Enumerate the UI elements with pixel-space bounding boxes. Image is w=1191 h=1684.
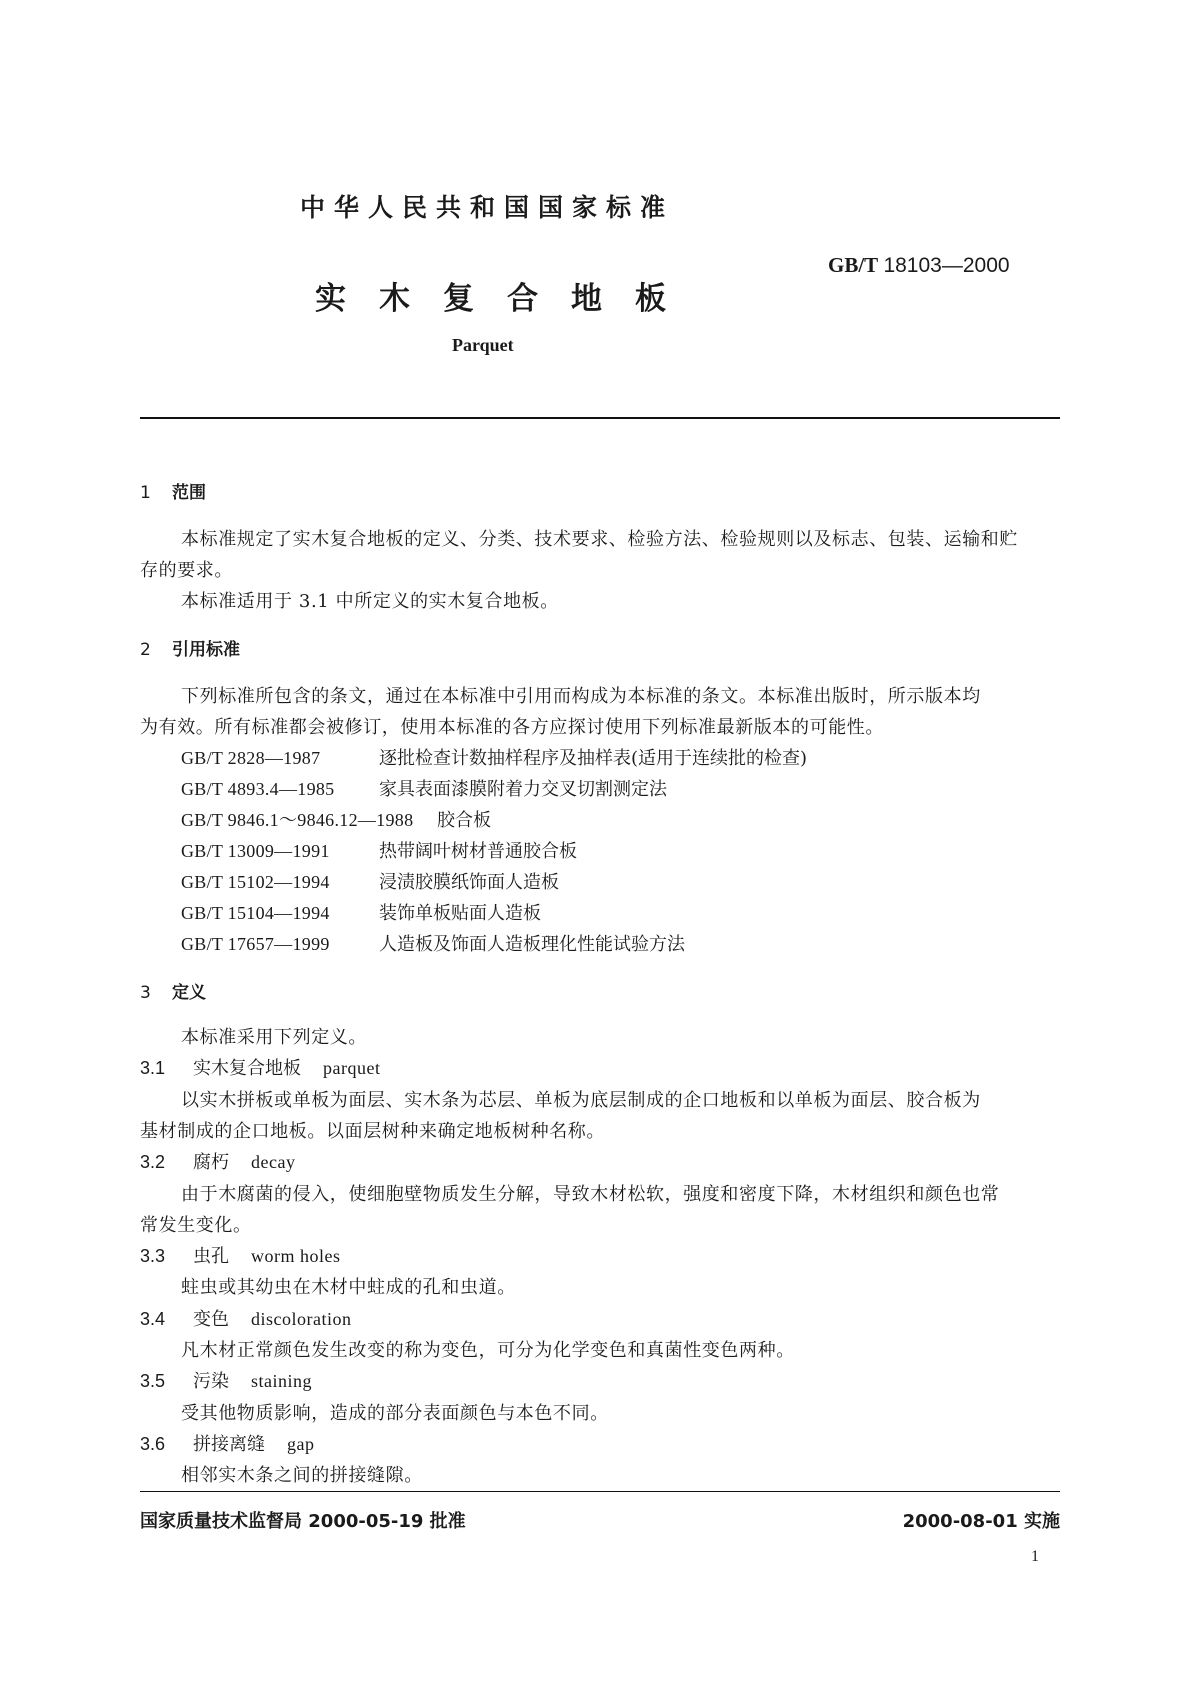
section-title: 引用标准 [172,640,240,660]
approval-date: 国家质量技术监督局 2000-05-19 批准 [140,1511,466,1532]
section-number: 1 [140,483,151,503]
paragraph-line: 存的要求。 [140,560,233,581]
section-title: 范围 [172,483,206,503]
term-heading [140,1242,341,1268]
reference-code: GB/T 15102—1994 [181,872,330,892]
section-heading-definitions [140,978,206,1003]
term-heading [140,1367,312,1393]
standard-prefix: GB/T [828,253,879,277]
term-definition: 常发生变化。 [140,1215,252,1236]
term-definition: 基材制成的企口地板。以面层树种来确定地板树种名称。 [140,1121,605,1142]
implementation-date: 2000-08-01 实施 [902,1511,1060,1532]
standard-code: 18103—2000 [883,254,1010,277]
section-heading-normative-references [140,635,240,660]
paragraph-line: 下列标准所包含的条文，通过在本标准中引用而构成为本标准的条文。本标准出版时，所示版本均 [181,686,981,707]
term-en: staining [251,1371,312,1391]
document-title-english: Parquet [452,335,514,355]
section-number: 3 [140,983,151,1003]
term-cn: 腐朽 [193,1152,229,1173]
reference-item [181,837,577,863]
term-definition: 以实木拼板或单板为面层、实木条为芯层、单板为底层制成的企口地板和以单板为面层、胶合板为 [181,1090,981,1111]
term-number: 3.6 [140,1434,166,1454]
reference-name: 胶合板 [437,810,491,831]
term-cn: 拼接离缝 [193,1434,265,1455]
reference-item [181,930,685,956]
term-definition: 受其他物质影响，造成的部分表面颜色与本色不同。 [181,1403,609,1424]
reference-item [181,899,541,925]
reference-item [181,806,491,832]
reference-code: GB/T 13009—1991 [181,841,330,861]
reference-code: GB/T 9846.1～9846.12—1988 [181,810,414,830]
term-en: discoloration [251,1309,352,1329]
term-heading [140,1148,295,1174]
reference-code: GB/T 15104—1994 [181,903,330,923]
page-number: 1 [1031,1548,1039,1565]
term-number: 3.2 [140,1152,166,1172]
term-cn: 变色 [193,1309,229,1330]
term-cn: 污染 [193,1371,229,1392]
footer-divider [140,1491,1060,1492]
term-en: decay [251,1152,296,1172]
reference-item [181,868,559,894]
term-en: worm holes [251,1246,341,1266]
term-en: gap [287,1434,315,1454]
standard-number [828,253,1010,278]
reference-name: 热带阔叶树材普通胶合板 [379,841,577,862]
term-heading [140,1430,315,1456]
term-heading [140,1305,351,1331]
reference-code: GB/T 2828—1987 [181,748,321,768]
term-definition: 凡木材正常颜色发生改变的称为变色，可分为化学变色和真菌性变色两种。 [181,1340,795,1361]
term-number: 3.3 [140,1246,166,1266]
term-cn: 实木复合地板 [193,1058,301,1079]
paragraph-line: 本标准适用于 3.1 中所定义的实木复合地板。 [181,591,559,612]
national-standard-heading: 中华人民共和国国家标准 [300,193,675,222]
term-cn: 虫孔 [193,1246,229,1267]
section-title: 定义 [172,983,206,1003]
reference-name: 人造板及饰面人造板理化性能试验方法 [379,934,685,955]
reference-name: 逐批检查计数抽样程序及抽样表(适用于连续批的检查) [379,748,808,769]
term-definition: 由于木腐菌的侵入，使细胞壁物质发生分解，导致木材松软，强度和密度下降，木材组织和颜色也常 [181,1184,1000,1205]
header-divider [140,417,1060,419]
term-definition: 相邻实木条之间的拼接缝隙。 [181,1465,423,1486]
paragraph-line: 为有效。所有标准都会被修订，使用本标准的各方应探讨使用下列标准最新版本的可能性。 [140,717,884,738]
paragraph-line: 本标准规定了实木复合地板的定义、分类、技术要求、检验方法、检验规则以及标志、包装、运输和贮 [181,529,1018,550]
term-en: parquet [323,1058,381,1078]
reference-name: 家具表面漆膜附着力交叉切割测定法 [379,779,667,800]
reference-name: 浸渍胶膜纸饰面人造板 [379,872,559,893]
reference-code: GB/T 17657—1999 [181,934,330,954]
term-number: 3.1 [140,1058,166,1078]
term-number: 3.5 [140,1371,166,1391]
section-number: 2 [140,640,151,660]
term-number: 3.4 [140,1309,166,1329]
reference-code: GB/T 4893.4—1985 [181,779,335,799]
reference-item [181,744,807,770]
reference-item [181,775,667,801]
section-heading-scope [140,478,206,503]
term-heading [140,1054,380,1080]
paragraph-line: 本标准采用下列定义。 [181,1027,367,1048]
term-definition: 蛀虫或其幼虫在木材中蛀成的孔和虫道。 [181,1277,516,1298]
reference-name: 装饰单板贴面人造板 [379,903,541,924]
document-title: 实木复合地板 [315,281,699,317]
